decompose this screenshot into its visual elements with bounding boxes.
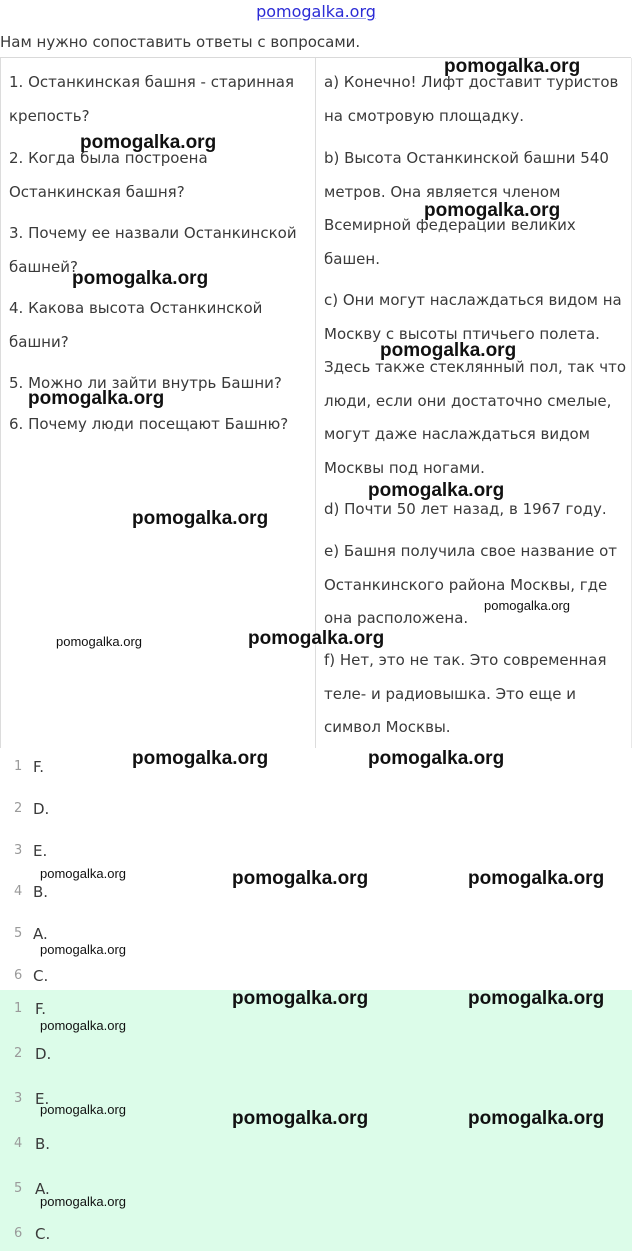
watermark: pomogalka.org (232, 1108, 369, 1129)
answer-d: d) Почти 50 лет назад, в 1967 году. (324, 500, 607, 518)
watermark: pomogalka.org (28, 388, 165, 409)
watermark: pomogalka.org (368, 748, 505, 769)
answer-c: c) Они могут наслаждаться видом на Москву с высоты птичьего полета. Здесь также стеклянный пол, так что люди, если они достаточно смелые, могут даже наслаждаться видом Москвы под ногами. (324, 291, 627, 477)
answer-letter: D. (35, 1045, 52, 1063)
watermark: pomogalka.org (424, 200, 561, 221)
watermark: pomogalka.org (232, 988, 369, 1009)
line-number: 6 (14, 968, 23, 983)
watermark: pomogalka.org (40, 942, 126, 957)
watermark: pomogalka.org (248, 628, 385, 649)
watermark: pomogalka.org (40, 866, 126, 881)
line-number: 5 (14, 1181, 23, 1196)
watermark: pomogalka.org (444, 56, 581, 77)
answer-letter: A. (33, 925, 48, 943)
watermark: pomogalka.org (132, 508, 269, 529)
watermark: pomogalka.org (40, 1102, 126, 1117)
answer-letter: F. (35, 1000, 46, 1018)
answer-letter: A. (35, 1180, 50, 1198)
question-5: 5. Можно ли зайти внутрь Башни? (9, 374, 282, 392)
watermark: pomogalka.org (80, 132, 217, 153)
watermark: pomogalka.org (232, 868, 369, 889)
answer-f: f) Нет, это не так. Это современная теле- и радиовышка. Это еще и символ Москвы. (324, 651, 607, 736)
watermark: pomogalka.org (468, 1108, 605, 1129)
watermark: pomogalka.org (380, 340, 517, 361)
line-number: 3 (14, 843, 23, 858)
answer-b: b) Высота Останкинской башни 540 метров. Она является членом Всемирной федерации великих башен. (324, 149, 609, 268)
watermark: pomogalka.org (56, 634, 142, 649)
line-number: 5 (14, 926, 23, 941)
answer-letter: B. (35, 1135, 51, 1153)
watermark: pomogalka.org (484, 598, 570, 613)
line-number: 1 (14, 759, 23, 774)
site-header-link[interactable]: pomogalka.org (256, 2, 376, 21)
answer-letter: F. (33, 758, 44, 776)
watermark: pomogalka.org (40, 1194, 126, 1209)
line-number: 2 (14, 801, 23, 816)
task-instruction: Нам нужно сопоставить ответы с вопросами. (0, 33, 361, 51)
question-4: 4. Какова высота Останкинской башни? (9, 299, 263, 351)
line-number: 4 (14, 1136, 23, 1151)
line-number: 1 (14, 1001, 23, 1016)
answer-a: a) Конечно! Лифт доставит туристов на смотровую площадку. (324, 73, 619, 125)
answer-letter: C. (33, 967, 49, 985)
watermark: pomogalka.org (468, 868, 605, 889)
answer-letter: E. (35, 1090, 50, 1108)
line-number: 2 (14, 1046, 23, 1061)
watermark: pomogalka.org (132, 748, 269, 769)
answer-letter: C. (35, 1225, 51, 1243)
watermark: pomogalka.org (468, 988, 605, 1009)
answer-letter: D. (33, 800, 50, 818)
answer-e: e) Башня получила свое название от Останкинского района Москвы, где она расположена. (324, 542, 617, 627)
answer-letter: E. (33, 842, 48, 860)
question-2: 2. Когда была построена Останкинская башня? (9, 149, 208, 201)
watermark: pomogalka.org (40, 1018, 126, 1033)
watermark: pomogalka.org (368, 480, 505, 501)
question-3: 3. Почему ее назвали Останкинской башней? (9, 224, 297, 276)
question-6: 6. Почему люди посещают Башню? (9, 415, 289, 433)
question-1: 1. Останкинская башня - старинная крепость? (9, 73, 294, 125)
line-number: 4 (14, 884, 23, 899)
answer-letter: B. (33, 883, 49, 901)
line-number: 6 (14, 1226, 23, 1241)
watermark: pomogalka.org (72, 268, 209, 289)
line-number: 3 (14, 1091, 23, 1106)
